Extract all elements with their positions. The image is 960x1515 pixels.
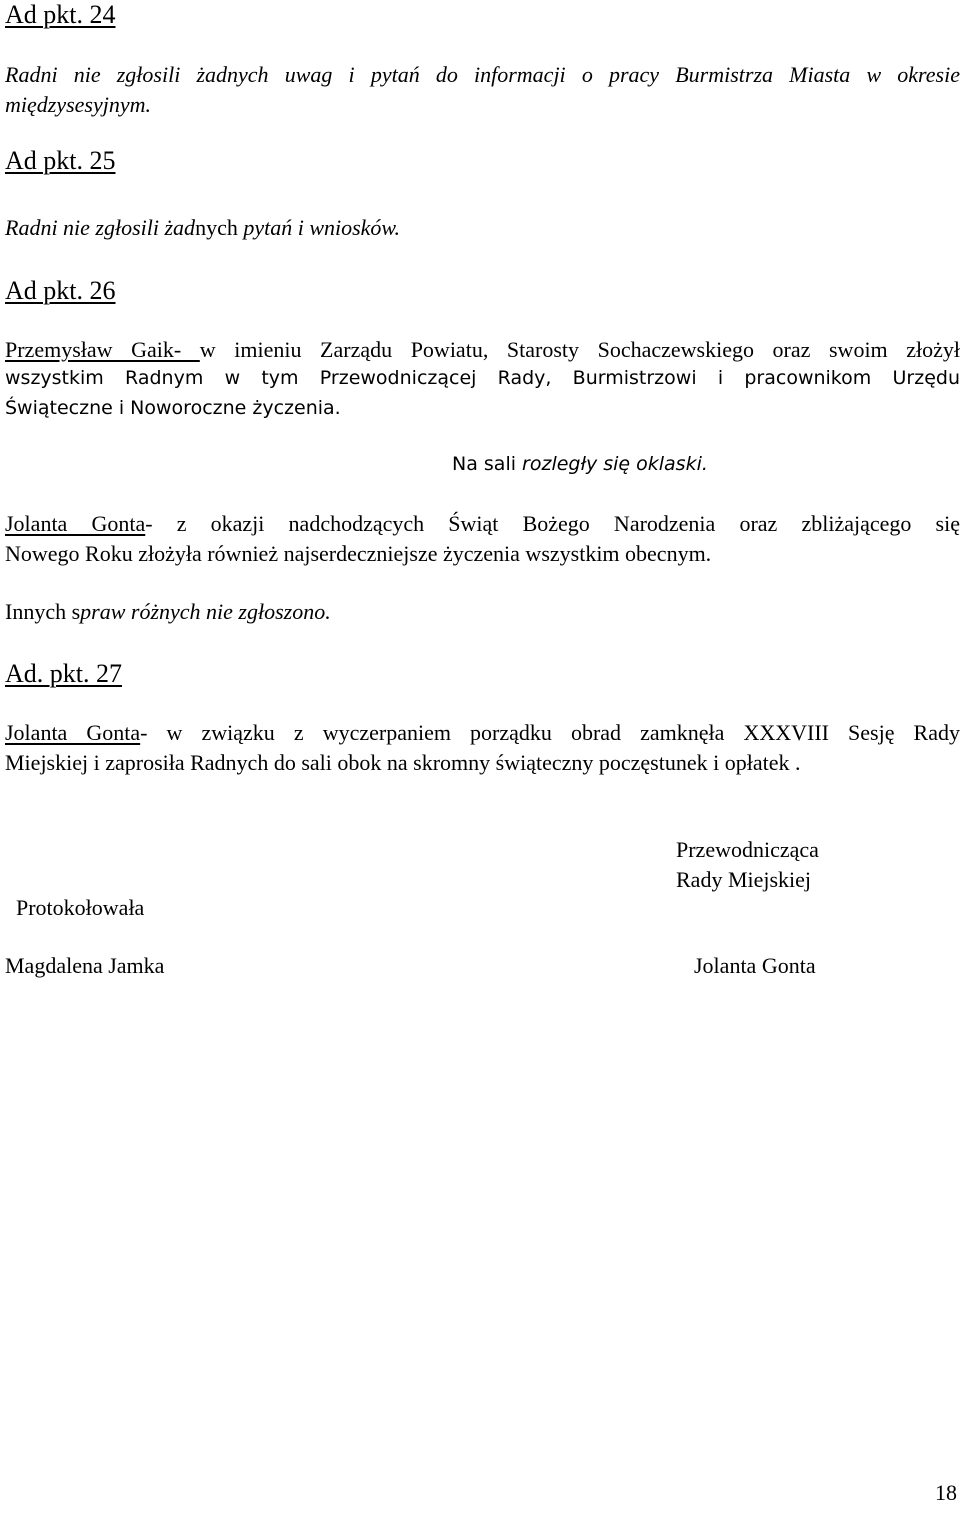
page-number: 18 <box>935 1480 957 1505</box>
pkt25-text-line <box>5 215 400 241</box>
chair-role-line-1: Przewodnicząca <box>676 837 819 862</box>
speaker-name-gonta-2: Jolanta Gonta <box>5 720 141 745</box>
applause-note <box>452 453 708 475</box>
pkt25-text-part-a: Radni nie zgłosili <box>5 215 165 240</box>
other-matters-line <box>5 599 331 625</box>
pkt24-text-line-2: międzysesyjnym. <box>5 92 152 117</box>
pkt26-text-line-3: Świąteczne i Noworoczne życzenia. <box>5 397 341 419</box>
section-heading-24: Ad pkt. 24 <box>5 0 116 29</box>
pkt26-text-line-1 <box>5 337 960 363</box>
speaker-name-gaik: Przemysław Gaik- <box>5 337 200 362</box>
pkt27-line1-rest: - w związku z wyczerpaniem porządku obrad zamknęła XXXVIII Sesję Rady <box>140 720 960 745</box>
pkt25-text-part-c: nych <box>195 215 244 240</box>
chair-role-line-2: Rady Miejskiej <box>676 867 812 892</box>
section-heading-26: Ad pkt. 26 <box>5 276 116 305</box>
minutes-taker-name: Magdalena Jamka <box>5 953 165 978</box>
section-heading-25: Ad pkt. 25 <box>5 146 116 175</box>
minutes-taker-role: Protokołowała <box>16 895 145 920</box>
speaker-name-gonta-1: Jolanta Gonta <box>5 511 146 536</box>
pkt26-line4-rest: - z okazji nadchodzących Świąt Bożego Narodzenia oraz zbliżającego się <box>145 511 960 536</box>
pkt25-text-part-d: pytań i wniosków. <box>243 215 400 240</box>
pkt25-text-part-b: żad <box>164 215 196 240</box>
other-matters-part-a: Innych s <box>5 599 81 624</box>
pkt26-text-line-2: wszystkim Radnym w tym Przewodniczącej Rady, Burmistrzowi i pracownikom Urzędu <box>5 367 960 389</box>
chair-name: Jolanta Gonta <box>694 953 816 978</box>
applause-note-part-b: rozległy się oklaski. <box>522 453 708 475</box>
section-heading-27: Ad. pkt. 27 <box>5 659 122 688</box>
pkt26-text-line-5: Nowego Roku złożyła również najserdeczniejsze życzenia wszystkim obecnym. <box>5 541 712 566</box>
applause-note-part-a: Na sali <box>452 453 523 475</box>
other-matters-part-b: praw różnych nie zgłoszono. <box>80 599 331 624</box>
pkt27-text-line-2: Miejskiej i zaprosiła Radnych do sali obok na skromny świąteczny poczęstunek i opłatek . <box>5 750 801 775</box>
pkt26-text-line-4 <box>5 511 960 537</box>
pkt26-line1-rest: w imieniu Zarządu Powiatu, Starosty Sochaczewskiego oraz swoim złożył <box>199 337 960 362</box>
pkt27-text-line-1 <box>5 720 960 746</box>
pkt24-text-line-1: Radni nie zgłosili żadnych uwag i pytań do informacji o pracy Burmistrza Miasta w okresie <box>5 62 960 87</box>
